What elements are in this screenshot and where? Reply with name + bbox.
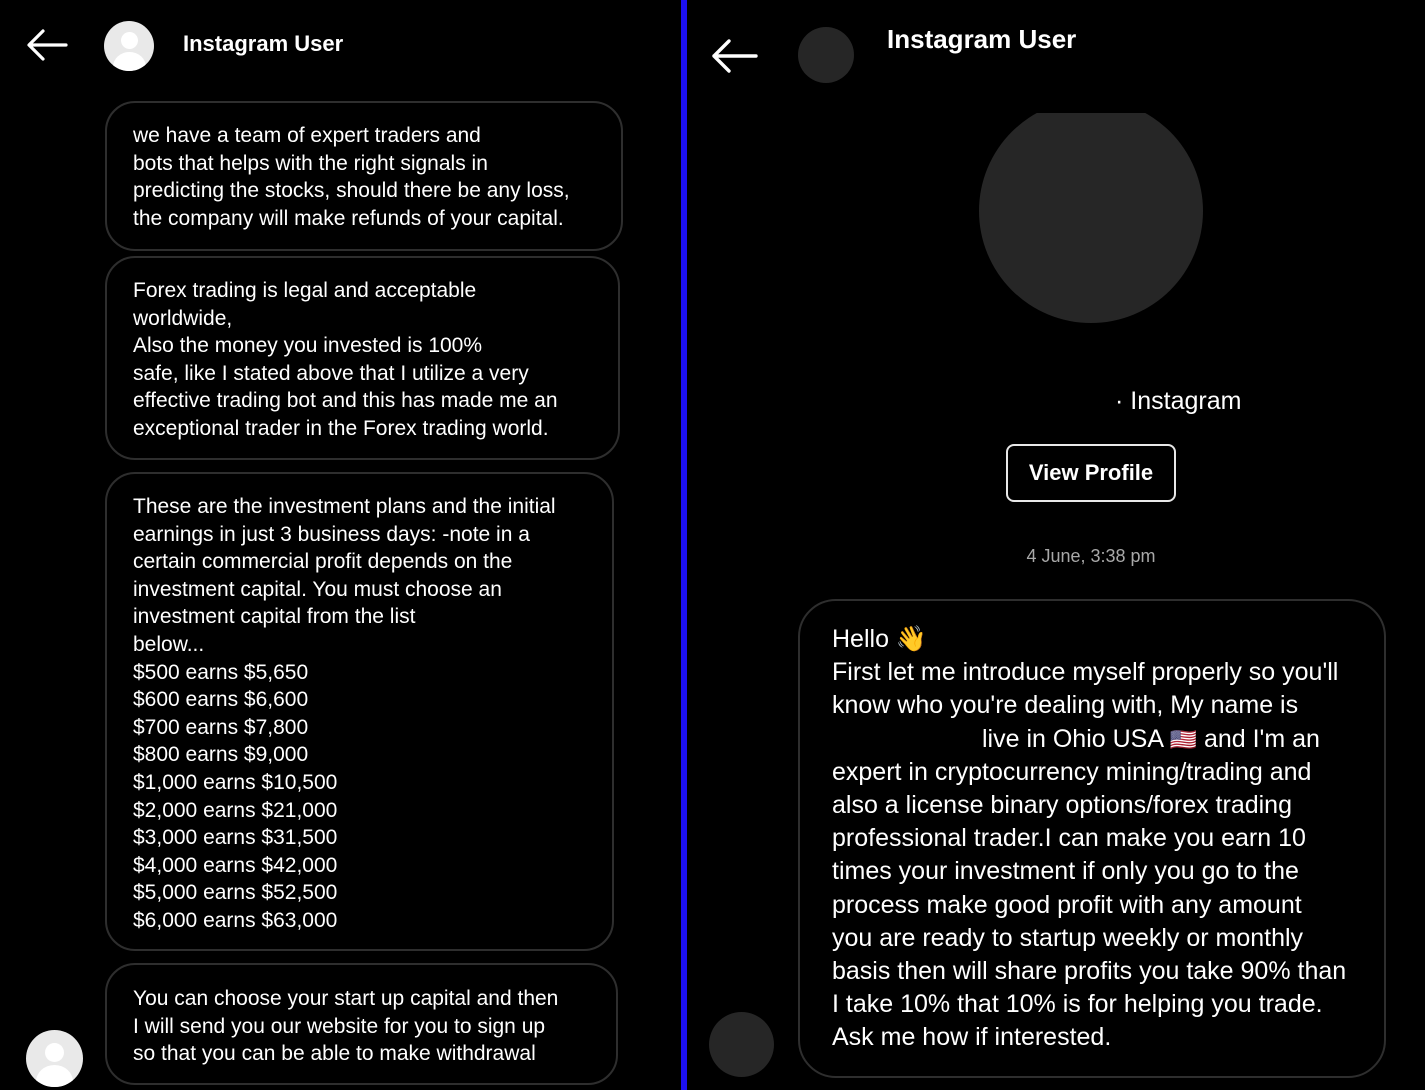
message-bubble-investment-plans: These are the investment plans and the initial earnings in just 3 business days: -note in a certain commercial profit depends on the investment capital. You must choose an investment capital from the list below... $500 earns $5,650 $600 earns $6,600 $700 earns $7,800 $800 earns $9,000 $1,000 earns $10,500 $2,000 earns $21,000 $3,000 earns $31,500 $4,000 earns $42,000 $5,000 earns $52,500 $6,000 earns $63,000 bbox=[105, 472, 614, 951]
message-body: expert in cryptocurrency mining/trading and also a license binary options/forex trading professional trader.I can make you earn 10 times your investment if only you go to the process make good profit with any amount you are ready to startup weekly or monthly basis then will share profits you take 90% than I take 10% that 10% is for helping you trade. Ask me how if interested. bbox=[832, 757, 1347, 1052]
sender-avatar[interactable] bbox=[709, 1012, 774, 1077]
message-bubble: we have a team of expert traders and bots that helps with the right signals in predicting the stocks, should there be any loss, the company will make refunds of your capital. bbox=[105, 101, 623, 251]
message-greeting: Hello 👋 bbox=[832, 625, 928, 653]
profile-picture[interactable] bbox=[979, 99, 1203, 323]
avatar[interactable] bbox=[104, 21, 154, 71]
us-flag-icon: 🇺🇸 bbox=[1169, 726, 1197, 752]
chat-title[interactable]: Instagram User bbox=[183, 31, 344, 56]
message-intro: First let me introduce myself properly so you'll know who you're dealing with, My name is bbox=[832, 658, 1339, 720]
avatar[interactable] bbox=[798, 27, 854, 83]
message-bubble bbox=[798, 599, 1386, 1078]
view-profile-button[interactable]: View Profile bbox=[1006, 444, 1176, 502]
message-location-end: and I'm an bbox=[1197, 724, 1320, 753]
chat-title[interactable]: Instagram User bbox=[887, 24, 1077, 54]
left-chat-screen bbox=[0, 0, 681, 1090]
message-bubble: You can choose your start up capital and then I will send you our website for you to sign up so that you can be able to make withdrawal bbox=[105, 963, 618, 1085]
profile-subtitle: · Instagram bbox=[1115, 387, 1242, 415]
back-arrow-icon[interactable] bbox=[26, 28, 68, 62]
message-bubble: Forex trading is legal and acceptable worldwide, Also the money you invested is 100% safe, like I stated above that I utilize a very effective trading bot and this has made me an exceptional trader in the Forex trading world. bbox=[105, 256, 620, 460]
message-timestamp: 4 June, 3:38 pm bbox=[1026, 546, 1156, 566]
profile-picture-crop bbox=[967, 90, 1217, 113]
sender-avatar[interactable] bbox=[26, 1030, 83, 1087]
back-arrow-icon[interactable] bbox=[710, 37, 758, 75]
message-location: live in Ohio USA bbox=[982, 724, 1170, 753]
right-chat-screen bbox=[687, 0, 1425, 1090]
